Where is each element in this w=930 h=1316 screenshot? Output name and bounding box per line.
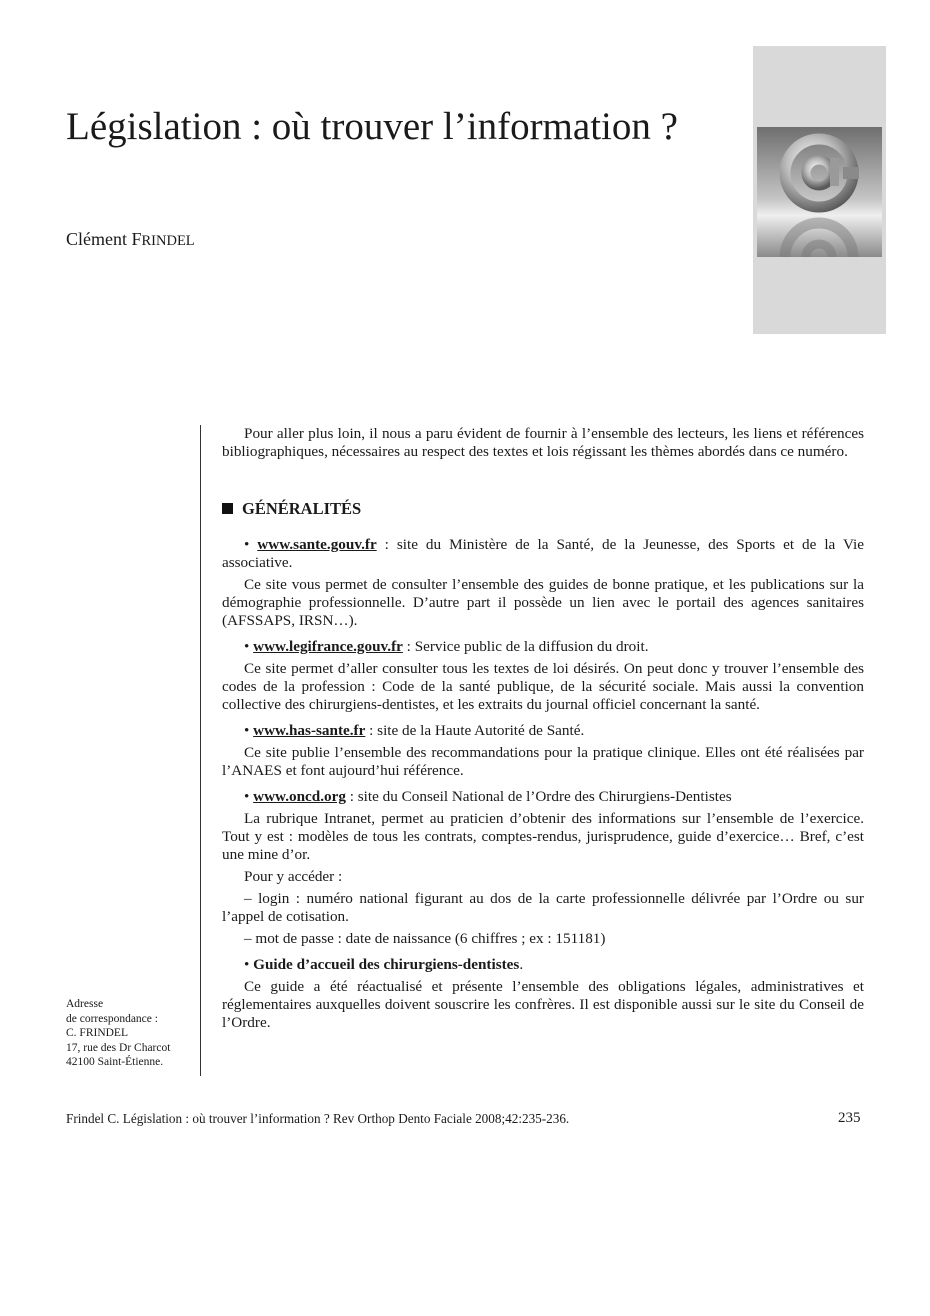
list-item <box>222 788 864 806</box>
address-line: Adresse <box>66 998 104 1010</box>
bullet-icon: • <box>244 788 250 805</box>
link-legifrance[interactable]: www.legifrance.gouv.fr <box>253 638 403 655</box>
item-paragraph: La rubrique Intranet, permet au praticien d’obtenir des informations sur l’ensemble de l’exercice. Tout y est : modèles de tous les contrats, comptes-rendus, jurisprudence, guide d’exercice… Bref, c’est une mine d’or. <box>222 810 864 863</box>
bullet-icon: • <box>244 638 250 655</box>
list-item <box>222 722 864 740</box>
address-line: C. FRINDEL <box>66 1027 128 1039</box>
item-paragraph: Ce site vous permet de consulter l’ensemble des guides de bonne pratique, et les publications sur la démographie professionnelle. D’autre part il possède un lien avec le portail des agences sanitaires (AFSSAPS, IRSN…). <box>222 576 864 629</box>
item-desc: . <box>519 956 524 973</box>
item-desc: : site du Ministère de la Santé, de la Jeunesse, des Sports et de la Vie associative. <box>222 536 864 571</box>
bullet-icon: • <box>244 536 250 553</box>
password-line: – mot de passe : date de naissance (6 chiffres ; ex : 151181) <box>244 930 606 947</box>
link-sante-gouv[interactable]: www.sante.gouv.fr <box>257 536 377 553</box>
list-item <box>222 956 864 974</box>
guide-title: Guide d’accueil des chirurgiens-dentistes <box>253 956 520 973</box>
section-heading <box>222 499 864 519</box>
section-title: GÉNÉRALITÉS <box>242 499 362 518</box>
bullet-icon: • <box>244 956 250 973</box>
list-item <box>222 638 864 656</box>
author-first: Clément F <box>66 229 142 249</box>
login-line: – login : numéro national figurant au dos de la carte professionnelle délivrée par l’Ordre ou sur l’appel de cotisation. <box>222 890 864 925</box>
access-heading: Pour y accéder : <box>244 868 343 885</box>
bullet-icon: • <box>244 722 250 739</box>
at-sign-icon <box>757 127 882 257</box>
page-number: 235 <box>838 1110 861 1126</box>
address-line: 42100 Saint-Étienne. <box>66 1056 164 1068</box>
item-paragraph: Ce site publie l’ensemble des recommandations pour la pratique clinique. Elles ont été réalisées par l’ANAES et font aujourd’hui référence. <box>222 744 864 779</box>
correspondence-address <box>66 997 170 1070</box>
link-has-sante[interactable]: www.has-sante.fr <box>253 722 366 739</box>
item-paragraph: Ce site permet d’aller consulter tous les textes de loi désirés. On peut donc y trouver l’ensemble des codes de la profession : Code de la santé publique, de la sécurité sociale. Mais aussi la convention collective des chirurgiens-dentistes, et les extraits du journal officiel concernant la santé. <box>222 660 864 713</box>
item-paragraph: Ce guide a été réactualisé et présente l’ensemble des obligations légales, administratives et réglementaires auxquelles doivent souscrire les confrères. Il est disponible aussi sur le site du Conseil de l’Ordre. <box>222 978 864 1031</box>
address-line: 17, rue des Dr Charcot <box>66 1041 171 1054</box>
article-title: Législation : où trouver l’information ? <box>66 105 678 148</box>
item-desc: : site de la Haute Autorité de Santé. <box>365 722 585 739</box>
square-bullet-icon <box>222 503 233 514</box>
list-item <box>222 536 864 572</box>
footer-citation: Frindel C. Législation : où trouver l’information ? Rev Orthop Dento Faciale 2008;42:235-236. <box>66 1111 570 1126</box>
item-desc: : Service public de la diffusion du droit. <box>402 638 649 655</box>
article-body <box>222 425 864 1032</box>
author-name <box>66 228 195 252</box>
link-oncd[interactable]: www.oncd.org <box>253 788 346 805</box>
column-divider <box>200 425 201 1076</box>
address-line: de correspondance : <box>66 1012 158 1025</box>
author-last-smallcaps: RINDEL <box>141 233 195 249</box>
intro-paragraph: Pour aller plus loin, il nous a paru évident de fournir à l’ensemble des lecteurs, les liens et références bibliographiques, nécessaires au respect des textes et lois régissant les thèmes abordés dans ce numéro. <box>222 425 864 460</box>
item-desc: : site du Conseil National de l’Ordre des Chirurgiens-Dentistes <box>345 788 732 805</box>
